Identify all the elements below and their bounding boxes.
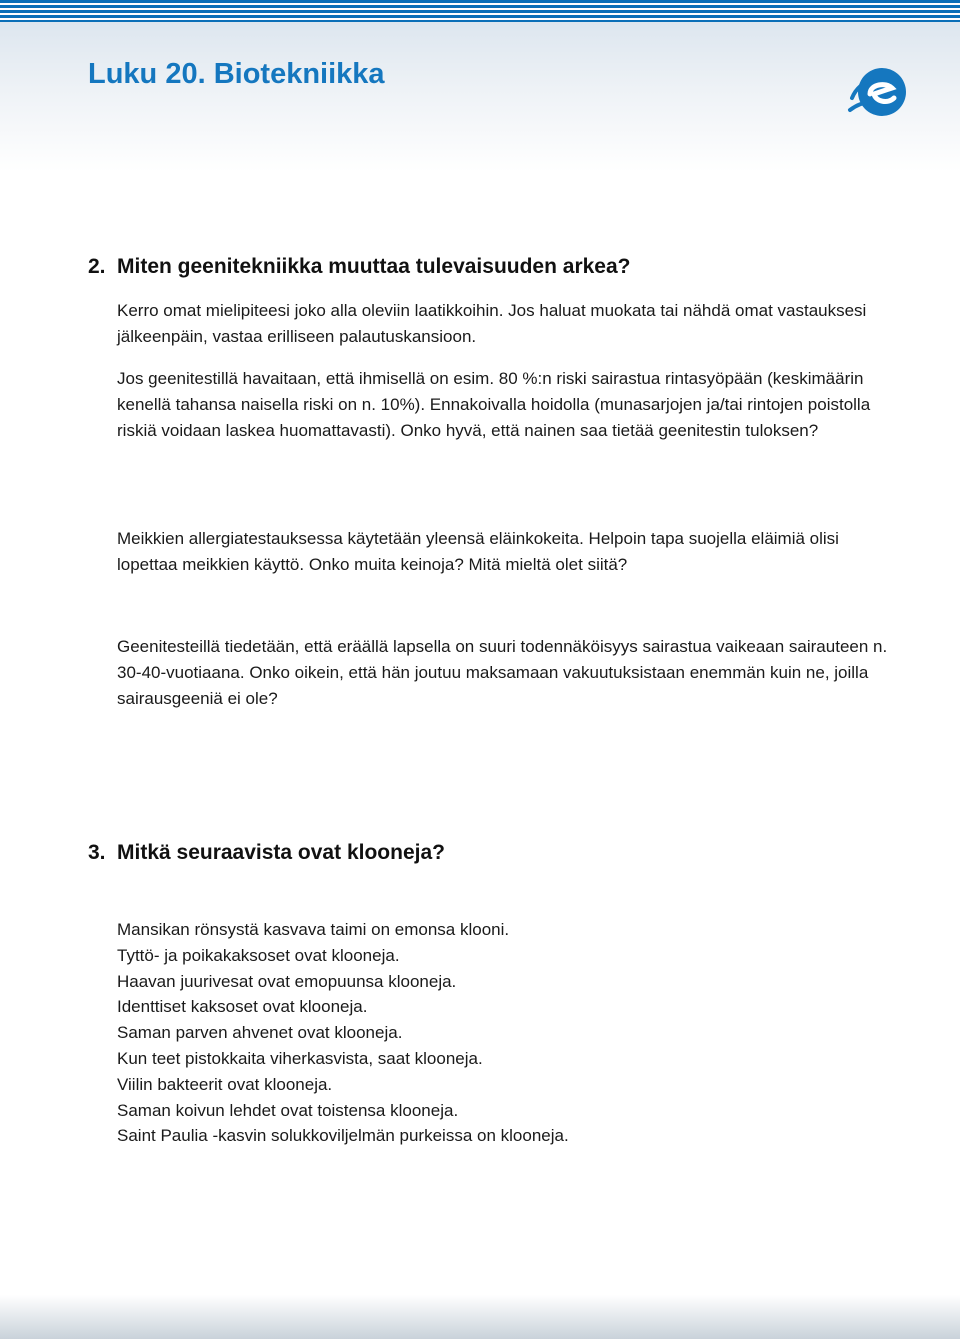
clone-statement-list [117,917,569,1149]
e-logo-icon [846,58,910,122]
question-genetic-test: Jos geenitestillä havaitaan, että ihmisellä on esim. 80 %:n riski sairastua rintasyöpään (keskimäärin kenellä tahansa naisella riski on n. 10%). Ennakoivalla hoidolla (munasarjojen ja/tai rintojen poistolla riskiä voidaan laskea huomattavasti). Onko hyvä, että nainen saa tietää geenitestin tuloksen? [117,369,871,440]
page-title: Luku 20. Biotekniikka [88,58,385,90]
instructions-paragraph: Kerro omat mielipiteesi joko alla oleviin laatikkoihin. Jos haluat muokata tai nähdä omat vastauksesi jälkeenpäin, vastaa erilliseen palautuskansioon. [117,301,867,346]
list-item: Viilin bakteerit ovat klooneja. [117,1074,333,1094]
section-2-number: 2. [88,255,106,278]
section-2-title: Miten geenitekniikka muuttaa tulevaisuuden arkea? [117,255,631,278]
footer-gradient-band [0,1295,960,1339]
list-item: Kun teet pistokkaita viherkasvista, saat klooneja. [117,1048,483,1068]
question-insurance: Geenitesteillä tiedetään, että eräällä lapsella on suuri todennäköisyys sairastua vaikeaan sairauteen n. 30-40-vuotiaana. Onko oikein, että hän joutuu maksamaan vakuutuksistaan enemmän kuin ne, joilla sairausgeeniä ei ole? [117,637,888,708]
list-item: Tyttö- ja poikakaksoset ovat klooneja. [117,945,400,965]
header-band [0,22,960,172]
list-item: Haavan juurivesat ovat emopuunsa klooneja. [117,971,457,991]
list-item: Saint Paulia -kasvin solukkoviljelmän purkeissa on klooneja. [117,1126,569,1146]
section-2-heading [88,255,631,279]
section-3-title: Mitkä seuraavista ovat klooneja? [117,841,445,864]
list-item: Mansikan rönsystä kasvava taimi on emonsa klooni. [117,920,510,939]
list-item: Saman koivun lehdet ovat toistensa klooneja. [117,1100,459,1120]
section-3-heading [88,841,445,865]
section-3-number: 3. [88,841,106,864]
list-item: Saman parven ahvenet ovat klooneja. [117,1023,403,1043]
list-item: Identtiset kaksoset ovat klooneja. [117,997,368,1017]
question-cosmetics-testing: Meikkien allergiatestauksessa käytetään yleensä eläinkokeita. Helpoin tapa suojella eläimiä olisi lopettaa meikkien käyttö. Onko muita keinoja? Mitä mieltä olet siitä? [117,529,839,574]
top-stripe-decoration [0,0,960,22]
